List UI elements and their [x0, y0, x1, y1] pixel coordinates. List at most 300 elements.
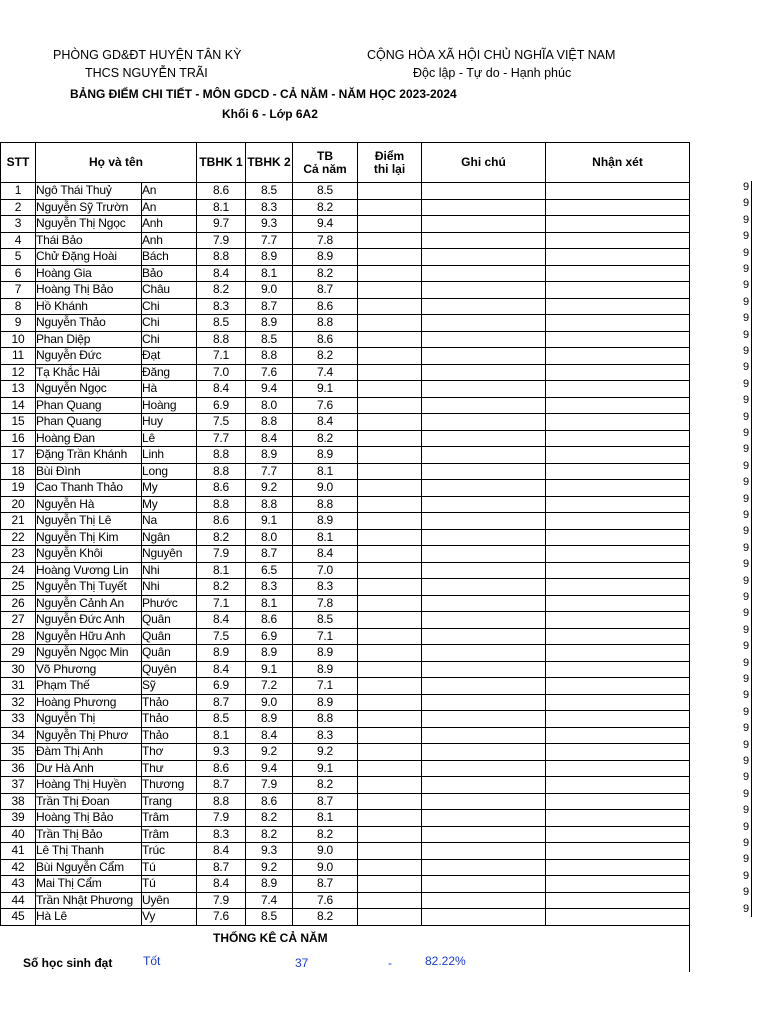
- cell-surname: Nguyễn Thị Phươ: [36, 727, 142, 744]
- cell-hk2: 9.1: [246, 661, 293, 678]
- side-digit: 9: [743, 492, 750, 505]
- cell-retake: [358, 249, 422, 266]
- cell-surname: Chử Đặng Hoài: [36, 249, 142, 266]
- cell-given-name: Hà: [142, 381, 197, 398]
- cell-surname: Nguyễn Thị Tuyết: [36, 579, 142, 596]
- cell-note: [422, 843, 546, 860]
- cell-note: [422, 645, 546, 662]
- cell-hk1: 7.9: [197, 232, 246, 249]
- side-digit: 9: [743, 787, 750, 800]
- cell-hk1: 8.6: [197, 183, 246, 200]
- cell-given-name: Lê: [142, 430, 197, 447]
- cell-note: [422, 414, 546, 431]
- cell-retake: [358, 315, 422, 332]
- cell-hk1: 7.5: [197, 414, 246, 431]
- cell-year-average: 8.6: [293, 331, 358, 348]
- cell-given-name: Trâm: [142, 826, 197, 843]
- cell-note: [422, 315, 546, 332]
- cell-hk2: 9.3: [246, 216, 293, 233]
- cell-retake: [358, 628, 422, 645]
- cell-comment: [546, 249, 690, 266]
- cell-hk1: 7.9: [197, 810, 246, 827]
- cell-comment: [546, 298, 690, 315]
- cell-comment: [546, 876, 690, 893]
- col-name: Họ và tên: [36, 143, 197, 183]
- side-digit: 9: [743, 443, 750, 456]
- cell-comment: [546, 645, 690, 662]
- cell-hk1: 9.7: [197, 216, 246, 233]
- side-digit: 9: [743, 689, 750, 702]
- cell-comment: [546, 348, 690, 365]
- table-row: [1, 414, 690, 431]
- cell-hk1: 8.8: [197, 463, 246, 480]
- cell-hk1: 9.3: [197, 744, 246, 761]
- cell-note: [422, 496, 546, 513]
- cell-hk2: 8.9: [246, 645, 293, 662]
- cell-note: [422, 661, 546, 678]
- cell-stt: 2: [1, 199, 36, 216]
- col-stt: STT: [1, 143, 36, 183]
- grade-table: [0, 142, 690, 926]
- cell-surname: Phạm Thế: [36, 678, 142, 695]
- cell-given-name: Tú: [142, 859, 197, 876]
- side-digit: 9: [743, 705, 750, 718]
- cell-hk1: 8.6: [197, 513, 246, 530]
- cell-stt: 24: [1, 562, 36, 579]
- cell-retake: [358, 183, 422, 200]
- table-row: [1, 727, 690, 744]
- table-row: [1, 331, 690, 348]
- cell-year-average: 7.4: [293, 364, 358, 381]
- cell-comment: [546, 463, 690, 480]
- cell-year-average: 9.0: [293, 859, 358, 876]
- cell-year-average: 7.8: [293, 232, 358, 249]
- cell-year-average: 8.2: [293, 909, 358, 926]
- side-digit: 9: [743, 246, 750, 259]
- cell-surname: Phan Quang: [36, 397, 142, 414]
- cell-retake: [358, 298, 422, 315]
- cell-hk1: 8.2: [197, 282, 246, 299]
- cell-surname: Nguyễn Thị Ngọc: [36, 216, 142, 233]
- cell-given-name: Quân: [142, 645, 197, 662]
- cell-year-average: 8.9: [293, 513, 358, 530]
- cell-hk2: 8.1: [246, 595, 293, 612]
- cell-given-name: Hoàng: [142, 397, 197, 414]
- table-row: [1, 381, 690, 398]
- cell-comment: [546, 364, 690, 381]
- cell-retake: [358, 595, 422, 612]
- table-row: [1, 744, 690, 761]
- cell-hk1: 7.9: [197, 546, 246, 563]
- cell-given-name: Đăng: [142, 364, 197, 381]
- cell-hk1: 8.4: [197, 381, 246, 398]
- cell-stt: 20: [1, 496, 36, 513]
- side-digit: 9: [743, 279, 750, 292]
- stats-percent: 82.22%: [425, 954, 466, 968]
- cell-stt: 15: [1, 414, 36, 431]
- cell-given-name: Trâm: [142, 810, 197, 827]
- cell-year-average: 8.5: [293, 183, 358, 200]
- cell-comment: [546, 480, 690, 497]
- cell-given-name: Nhi: [142, 579, 197, 596]
- cell-hk1: 8.8: [197, 249, 246, 266]
- side-digit: 9: [743, 427, 750, 439]
- table-row: [1, 348, 690, 365]
- cell-note: [422, 430, 546, 447]
- table-row: [1, 711, 690, 728]
- cell-retake: [358, 232, 422, 249]
- cell-comment: [546, 529, 690, 546]
- cell-comment: [546, 793, 690, 810]
- table-row: [1, 694, 690, 711]
- table-row: [1, 430, 690, 447]
- cell-retake: [358, 529, 422, 546]
- cell-retake: [358, 463, 422, 480]
- cell-note: [422, 612, 546, 629]
- cell-stt: 14: [1, 397, 36, 414]
- cell-retake: [358, 265, 422, 282]
- cell-retake: [358, 546, 422, 563]
- table-row: [1, 232, 690, 249]
- cell-hk2: 6.5: [246, 562, 293, 579]
- cell-hk1: 8.7: [197, 694, 246, 711]
- cell-stt: 9: [1, 315, 36, 332]
- cell-note: [422, 397, 546, 414]
- side-digit: 9: [743, 509, 750, 521]
- cell-retake: [358, 282, 422, 299]
- table-row: [1, 810, 690, 827]
- cell-hk2: 9.2: [246, 744, 293, 761]
- cell-retake: [358, 777, 422, 794]
- col-retake: Điểm thi lại: [358, 143, 422, 183]
- cell-hk1: 8.3: [197, 826, 246, 843]
- cell-surname: Trần Nhật Phương: [36, 892, 142, 909]
- cell-hk1: 8.9: [197, 645, 246, 662]
- cell-retake: [358, 216, 422, 233]
- cell-given-name: Trúc: [142, 843, 197, 860]
- cell-retake: [358, 727, 422, 744]
- table-row: [1, 315, 690, 332]
- table-row: [1, 480, 690, 497]
- cell-comment: [546, 265, 690, 282]
- cell-note: [422, 810, 546, 827]
- cell-hk1: 8.4: [197, 843, 246, 860]
- cell-hk2: 8.7: [246, 546, 293, 563]
- cell-given-name: Long: [142, 463, 197, 480]
- cell-comment: [546, 282, 690, 299]
- table-header-row: [1, 143, 690, 183]
- cell-hk2: 9.0: [246, 694, 293, 711]
- cell-year-average: 7.6: [293, 397, 358, 414]
- cell-hk2: 8.8: [246, 496, 293, 513]
- cell-note: [422, 298, 546, 315]
- table-row: [1, 447, 690, 464]
- cell-stt: 19: [1, 480, 36, 497]
- cell-hk2: 8.9: [246, 447, 293, 464]
- cell-hk2: 8.5: [246, 909, 293, 926]
- cell-hk1: 8.2: [197, 579, 246, 596]
- cell-comment: [546, 183, 690, 200]
- cell-note: [422, 265, 546, 282]
- cell-year-average: 8.2: [293, 777, 358, 794]
- cell-note: [422, 744, 546, 761]
- table-row: [1, 645, 690, 662]
- stats-grade: Tốt: [143, 954, 161, 968]
- cell-hk1: 8.4: [197, 661, 246, 678]
- cell-hk1: 6.9: [197, 397, 246, 414]
- cell-stt: 10: [1, 331, 36, 348]
- cell-year-average: 9.4: [293, 216, 358, 233]
- table-row: [1, 282, 690, 299]
- cell-given-name: Thảo: [142, 694, 197, 711]
- cell-year-average: 8.8: [293, 315, 358, 332]
- cell-hk1: 8.8: [197, 793, 246, 810]
- side-digit: 9: [743, 197, 750, 210]
- col-comment: Nhận xét: [546, 143, 690, 183]
- cell-comment: [546, 447, 690, 464]
- cell-comment: [546, 826, 690, 843]
- table-row: [1, 298, 690, 315]
- cell-year-average: 8.6: [293, 298, 358, 315]
- cell-stt: 4: [1, 232, 36, 249]
- cell-note: [422, 463, 546, 480]
- col-hk1: TBHK 1: [197, 143, 246, 183]
- cell-given-name: Vy: [142, 909, 197, 926]
- cell-comment: [546, 727, 690, 744]
- cell-comment: [546, 892, 690, 909]
- cell-hk2: 8.8: [246, 348, 293, 365]
- cell-surname: Thái Bảo: [36, 232, 142, 249]
- cell-year-average: 8.4: [293, 546, 358, 563]
- cell-year-average: 9.1: [293, 381, 358, 398]
- cell-note: [422, 331, 546, 348]
- cell-hk2: 8.3: [246, 579, 293, 596]
- cell-surname: Hoàng Thị Huyền: [36, 777, 142, 794]
- cell-surname: Nguyễn Cảnh An: [36, 595, 142, 612]
- cell-comment: [546, 315, 690, 332]
- cell-hk2: 7.2: [246, 678, 293, 695]
- table-row: [1, 777, 690, 794]
- side-digit: 9: [743, 377, 750, 390]
- cell-hk2: 8.8: [246, 414, 293, 431]
- cell-stt: 5: [1, 249, 36, 266]
- cell-comment: [546, 595, 690, 612]
- cell-hk2: 9.2: [246, 859, 293, 876]
- cell-stt: 30: [1, 661, 36, 678]
- cell-hk1: 8.3: [197, 298, 246, 315]
- right-edge-line: [751, 181, 752, 917]
- side-digit: 9: [743, 213, 750, 226]
- cell-hk1: 8.7: [197, 859, 246, 876]
- table-row: [1, 249, 690, 266]
- table-row: [1, 397, 690, 414]
- cell-given-name: Phước: [142, 595, 197, 612]
- cell-hk2: 8.2: [246, 810, 293, 827]
- cell-note: [422, 183, 546, 200]
- cell-retake: [358, 397, 422, 414]
- side-digit: 9: [743, 230, 750, 243]
- side-digit: 9: [743, 312, 750, 325]
- cell-surname: Nguyễn Hà: [36, 496, 142, 513]
- report-title: BẢNG ĐIỂM CHI TIẾT - MÔN GDCD - CẢ NĂM - NĂM HỌC 2023-2024: [70, 87, 457, 101]
- cell-retake: [358, 843, 422, 860]
- cell-comment: [546, 843, 690, 860]
- cell-comment: [546, 744, 690, 761]
- table-row: [1, 826, 690, 843]
- cell-surname: Hoàng Phương: [36, 694, 142, 711]
- cell-year-average: 8.9: [293, 661, 358, 678]
- cell-note: [422, 249, 546, 266]
- cell-note: [422, 480, 546, 497]
- cell-retake: [358, 744, 422, 761]
- cell-surname: Võ Phương: [36, 661, 142, 678]
- cell-year-average: 7.0: [293, 562, 358, 579]
- cell-stt: 26: [1, 595, 36, 612]
- cell-surname: Hoàng Vương Lin: [36, 562, 142, 579]
- cell-retake: [358, 645, 422, 662]
- cell-surname: Mai Thị Cẩm: [36, 876, 142, 893]
- cell-year-average: 7.1: [293, 628, 358, 645]
- cell-surname: Dư Hà Anh: [36, 760, 142, 777]
- cell-hk2: 7.4: [246, 892, 293, 909]
- stats-border-line: [689, 919, 690, 972]
- cell-given-name: Thơ: [142, 744, 197, 761]
- table-row: [1, 265, 690, 282]
- cell-given-name: Chi: [142, 298, 197, 315]
- cell-retake: [358, 661, 422, 678]
- cell-year-average: 8.8: [293, 496, 358, 513]
- cell-year-average: 9.0: [293, 843, 358, 860]
- cell-retake: [358, 793, 422, 810]
- cell-comment: [546, 546, 690, 563]
- col-hk2: TBHK 2: [246, 143, 293, 183]
- cell-hk2: 7.6: [246, 364, 293, 381]
- cell-note: [422, 199, 546, 216]
- side-digit: 9: [743, 361, 750, 374]
- cell-hk2: 7.9: [246, 777, 293, 794]
- cell-retake: [358, 909, 422, 926]
- cell-stt: 28: [1, 628, 36, 645]
- table-row: [1, 843, 690, 860]
- cell-note: [422, 678, 546, 695]
- side-digit: 9: [743, 656, 750, 669]
- cell-surname: Trần Thị Đoan: [36, 793, 142, 810]
- cell-surname: Nguyễn Khôi: [36, 546, 142, 563]
- side-digit: 9: [743, 263, 750, 275]
- cell-note: [422, 348, 546, 365]
- cell-year-average: 8.9: [293, 694, 358, 711]
- cell-given-name: Thảo: [142, 727, 197, 744]
- table-row: [1, 546, 690, 563]
- cell-stt: 36: [1, 760, 36, 777]
- cell-year-average: 8.5: [293, 612, 358, 629]
- class-subtitle: Khối 6 - Lớp 6A2: [222, 107, 318, 121]
- cell-note: [422, 381, 546, 398]
- cell-hk1: 8.6: [197, 760, 246, 777]
- cell-retake: [358, 430, 422, 447]
- cell-surname: Hoàng Thị Bảo: [36, 282, 142, 299]
- cell-surname: Bùi Đình: [36, 463, 142, 480]
- cell-given-name: Na: [142, 513, 197, 530]
- table-row: [1, 364, 690, 381]
- cell-hk1: 8.8: [197, 447, 246, 464]
- cell-stt: 23: [1, 546, 36, 563]
- side-digit: 9: [743, 640, 750, 653]
- cell-hk1: 8.7: [197, 777, 246, 794]
- side-digit: 9: [743, 591, 750, 603]
- cell-retake: [358, 331, 422, 348]
- cell-hk2: 8.6: [246, 612, 293, 629]
- cell-retake: [358, 612, 422, 629]
- cell-comment: [546, 496, 690, 513]
- cell-retake: [358, 760, 422, 777]
- cell-given-name: My: [142, 496, 197, 513]
- cell-hk2: 8.9: [246, 711, 293, 728]
- cell-given-name: Châu: [142, 282, 197, 299]
- cell-surname: Hoàng Thị Bảo: [36, 810, 142, 827]
- cell-comment: [546, 430, 690, 447]
- cell-comment: [546, 381, 690, 398]
- cell-hk1: 7.1: [197, 348, 246, 365]
- cell-year-average: 8.9: [293, 447, 358, 464]
- cell-hk1: 7.9: [197, 892, 246, 909]
- cell-retake: [358, 513, 422, 530]
- cell-comment: [546, 760, 690, 777]
- cell-comment: [546, 661, 690, 678]
- table-row: [1, 793, 690, 810]
- cell-surname: Nguyễn Thị Kim: [36, 529, 142, 546]
- cell-stt: 27: [1, 612, 36, 629]
- cell-surname: Nguyễn Ngọc: [36, 381, 142, 398]
- cell-hk2: 8.0: [246, 529, 293, 546]
- cell-comment: [546, 414, 690, 431]
- cell-hk1: 7.6: [197, 909, 246, 926]
- cell-hk2: 9.1: [246, 513, 293, 530]
- cell-note: [422, 546, 546, 563]
- cell-hk1: 8.4: [197, 876, 246, 893]
- cell-stt: 12: [1, 364, 36, 381]
- cell-given-name: Bách: [142, 249, 197, 266]
- cell-hk2: 9.3: [246, 843, 293, 860]
- stats-heading: THỐNG KÊ CẢ NĂM: [213, 931, 328, 945]
- table-row: [1, 216, 690, 233]
- cell-given-name: Chi: [142, 315, 197, 332]
- cell-given-name: Bảo: [142, 265, 197, 282]
- side-digit: 9: [743, 295, 750, 308]
- cell-surname: Nguyễn Thảo: [36, 315, 142, 332]
- cell-stt: 42: [1, 859, 36, 876]
- side-digit: 9: [743, 722, 750, 735]
- cell-given-name: Anh: [142, 232, 197, 249]
- cell-given-name: Thương: [142, 777, 197, 794]
- cell-surname: Nguyễn Thị: [36, 711, 142, 728]
- col-note: Ghi chú: [422, 143, 546, 183]
- cell-note: [422, 628, 546, 645]
- cell-note: [422, 760, 546, 777]
- cell-note: [422, 876, 546, 893]
- cell-note: [422, 364, 546, 381]
- cell-comment: [546, 562, 690, 579]
- cell-retake: [358, 711, 422, 728]
- side-digit: 9: [743, 771, 750, 784]
- cell-year-average: 8.8: [293, 711, 358, 728]
- side-digit: 9: [743, 869, 750, 882]
- cell-retake: [358, 364, 422, 381]
- side-digit: 9: [743, 837, 750, 849]
- cell-retake: [358, 199, 422, 216]
- cell-comment: [546, 612, 690, 629]
- cell-stt: 38: [1, 793, 36, 810]
